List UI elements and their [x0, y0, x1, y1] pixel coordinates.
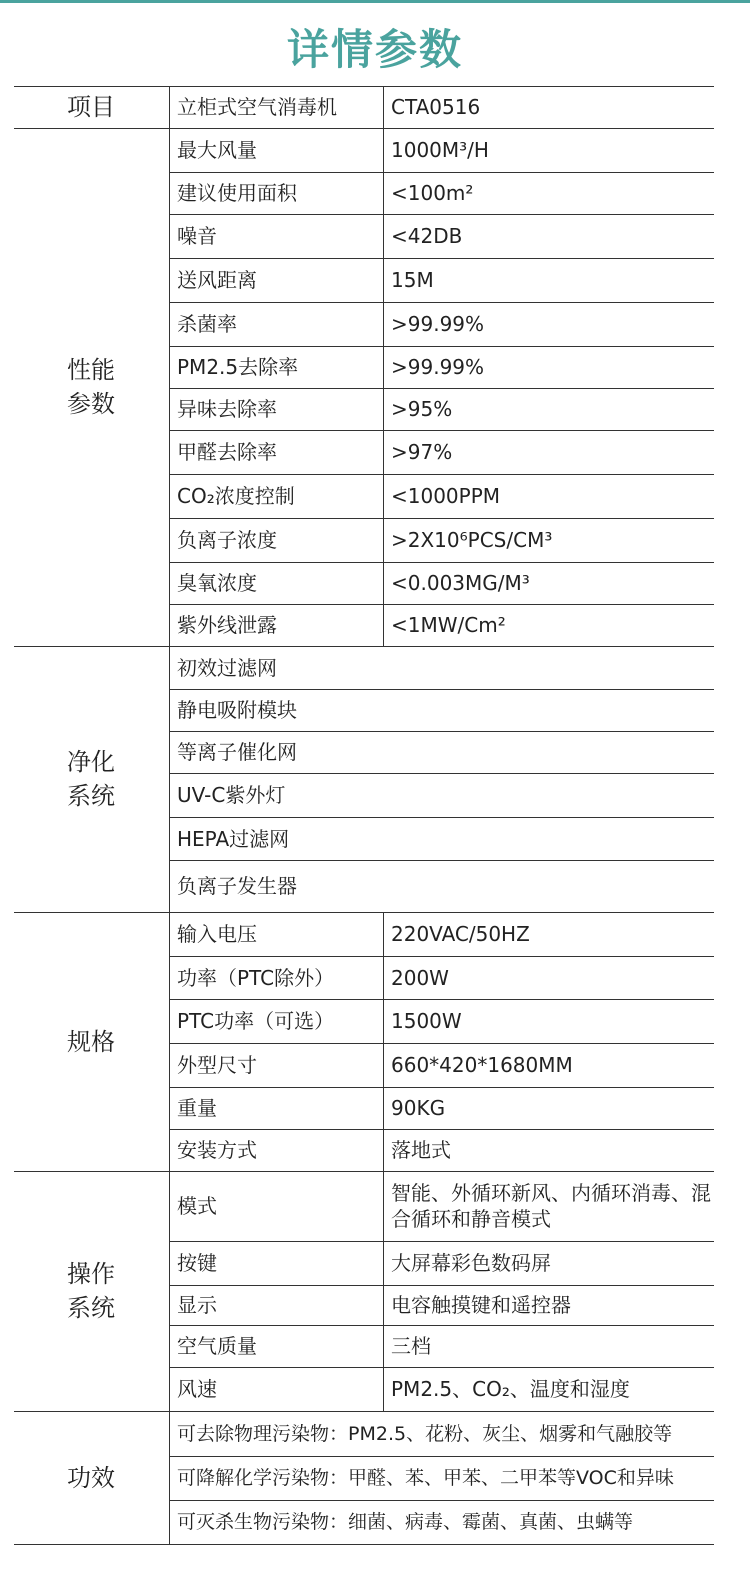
efficacy-item: 可降解化学污染物：甲醛、苯、甲苯、二甲苯等VOC和异味 [177, 1467, 674, 1489]
column-divider [383, 258, 384, 302]
efficacy-item: 可灭杀生物污染物：细菌、病毒、霉菌、真菌、虫螨等 [177, 1511, 634, 1533]
column-divider [169, 1171, 170, 1411]
page-title: 详情参数 [286, 25, 463, 74]
purification-item: HEPA过滤网 [177, 826, 290, 851]
purification-item: 静电吸附模块 [177, 698, 297, 722]
efficacy-item: 可去除物理污染物：PM2.5、花粉、灰尘、烟雾和气融胶等 [177, 1422, 673, 1445]
performance-row-value: <42DB [391, 224, 463, 248]
performance-row-value: 1000M³/H [391, 138, 489, 162]
model-name: 立柜式空气消毒机 [177, 95, 337, 119]
table-bottom-line [14, 1544, 714, 1545]
performance-row-name: 异味去除率 [177, 397, 277, 421]
operation-row-value: 大屏幕彩色数码屏 [391, 1251, 551, 1275]
column-divider [383, 1043, 384, 1087]
specs-row-name: 外型尺寸 [177, 1053, 257, 1077]
column-divider [383, 604, 384, 646]
column-divider [383, 302, 384, 346]
specs-row-name: PTC功率（可选） [177, 1009, 335, 1033]
column-divider [383, 1367, 384, 1411]
column-divider [383, 956, 384, 999]
purification-item: UV-C紫外灯 [177, 783, 286, 807]
operation-row-value: 智能、外循环新风、内循环消毒、混合循环和静音模式 [391, 1181, 711, 1231]
operation-category: 操作 系统 [67, 1260, 115, 1322]
column-divider [383, 1241, 384, 1285]
specs-row-name: 输入电压 [177, 922, 257, 946]
performance-row-name: PM2.5去除率 [177, 355, 299, 379]
operation-row-name: 空气质量 [177, 1334, 257, 1358]
column-divider [383, 1087, 384, 1129]
performance-row-name: 臭氧浓度 [177, 571, 257, 595]
column-divider [383, 518, 384, 562]
operation-row-name: 模式 [177, 1194, 217, 1218]
performance-row-name: 送风距离 [177, 268, 257, 292]
specs-row-value: 660*420*1680MM [391, 1053, 573, 1077]
operation-row-value: 电容触摸键和遥控器 [391, 1293, 571, 1317]
operation-row-name: 显示 [177, 1293, 217, 1317]
specs-row-value: 200W [391, 965, 449, 990]
column-divider [383, 1325, 384, 1367]
performance-row-name: 杀菌率 [177, 312, 237, 336]
purification-item: 等离子催化网 [177, 740, 297, 764]
column-divider [169, 912, 170, 1171]
operation-row-name: 按键 [177, 1251, 217, 1275]
column-divider [383, 1129, 384, 1171]
column-divider [383, 1285, 384, 1325]
performance-row-value: <0.003MG/M³ [391, 571, 530, 595]
column-divider [169, 1411, 170, 1544]
specs-row-value: 1500W [391, 1009, 462, 1033]
column-divider [383, 172, 384, 214]
column-divider [383, 86, 384, 128]
column-divider [383, 430, 384, 474]
column-divider [383, 128, 384, 172]
specs-row-name: 重量 [177, 1096, 217, 1120]
efficacy-category: 功效 [67, 1463, 115, 1492]
performance-row-value: >99.99% [391, 355, 485, 379]
performance-row-name: 甲醛去除率 [177, 440, 277, 464]
performance-row-value: <1MW/Cm² [391, 613, 506, 637]
operation-row-name: 风速 [177, 1377, 217, 1401]
column-divider [383, 388, 384, 430]
column-divider [169, 86, 170, 128]
specs-row-value: 落地式 [391, 1138, 451, 1162]
performance-row-value: <1000PPM [391, 484, 501, 508]
header-label: 项目 [67, 93, 115, 121]
model-code: CTA0516 [391, 95, 481, 119]
performance-row-value: >99.99% [391, 312, 485, 336]
operation-row-value: 三档 [391, 1334, 431, 1358]
specs-row-value: 90KG [391, 1096, 446, 1120]
performance-row-name: 负离子浓度 [177, 528, 277, 552]
column-divider [169, 646, 170, 912]
specs-row-name: 安装方式 [177, 1138, 257, 1162]
specs-row-value: 220VAC/50HZ [391, 922, 530, 946]
performance-row-value: >95% [391, 397, 453, 421]
specs-row-name: 功率（PTC除外） [177, 965, 335, 990]
performance-row-value: >2X10⁶PCS/CM³ [391, 528, 553, 552]
performance-row-name: 噪音 [177, 224, 217, 248]
purification-item: 初效过滤网 [177, 655, 277, 680]
purification-item: 负离子发生器 [177, 874, 297, 898]
column-divider [383, 912, 384, 956]
column-divider [383, 214, 384, 258]
column-divider [169, 128, 170, 646]
performance-row-name: 最大风量 [177, 138, 257, 162]
performance-row-value: 15M [391, 268, 434, 292]
top-accent-line [0, 0, 750, 3]
performance-row-name: CO₂浓度控制 [177, 484, 295, 508]
column-divider [383, 346, 384, 388]
performance-category: 性能 参数 [67, 356, 115, 418]
operation-row-value: PM2.5、CO₂、温度和湿度 [391, 1377, 630, 1401]
performance-row-value: <100m² [391, 181, 474, 205]
specs-category: 规格 [67, 1027, 115, 1056]
column-divider [383, 999, 384, 1043]
performance-row-value: >97% [391, 440, 453, 464]
performance-row-name: 建议使用面积 [177, 181, 297, 205]
column-divider [383, 1171, 384, 1241]
performance-row-name: 紫外线泄露 [177, 613, 277, 637]
column-divider [383, 562, 384, 604]
purification-category: 净化 系统 [67, 748, 115, 810]
column-divider [383, 474, 384, 518]
